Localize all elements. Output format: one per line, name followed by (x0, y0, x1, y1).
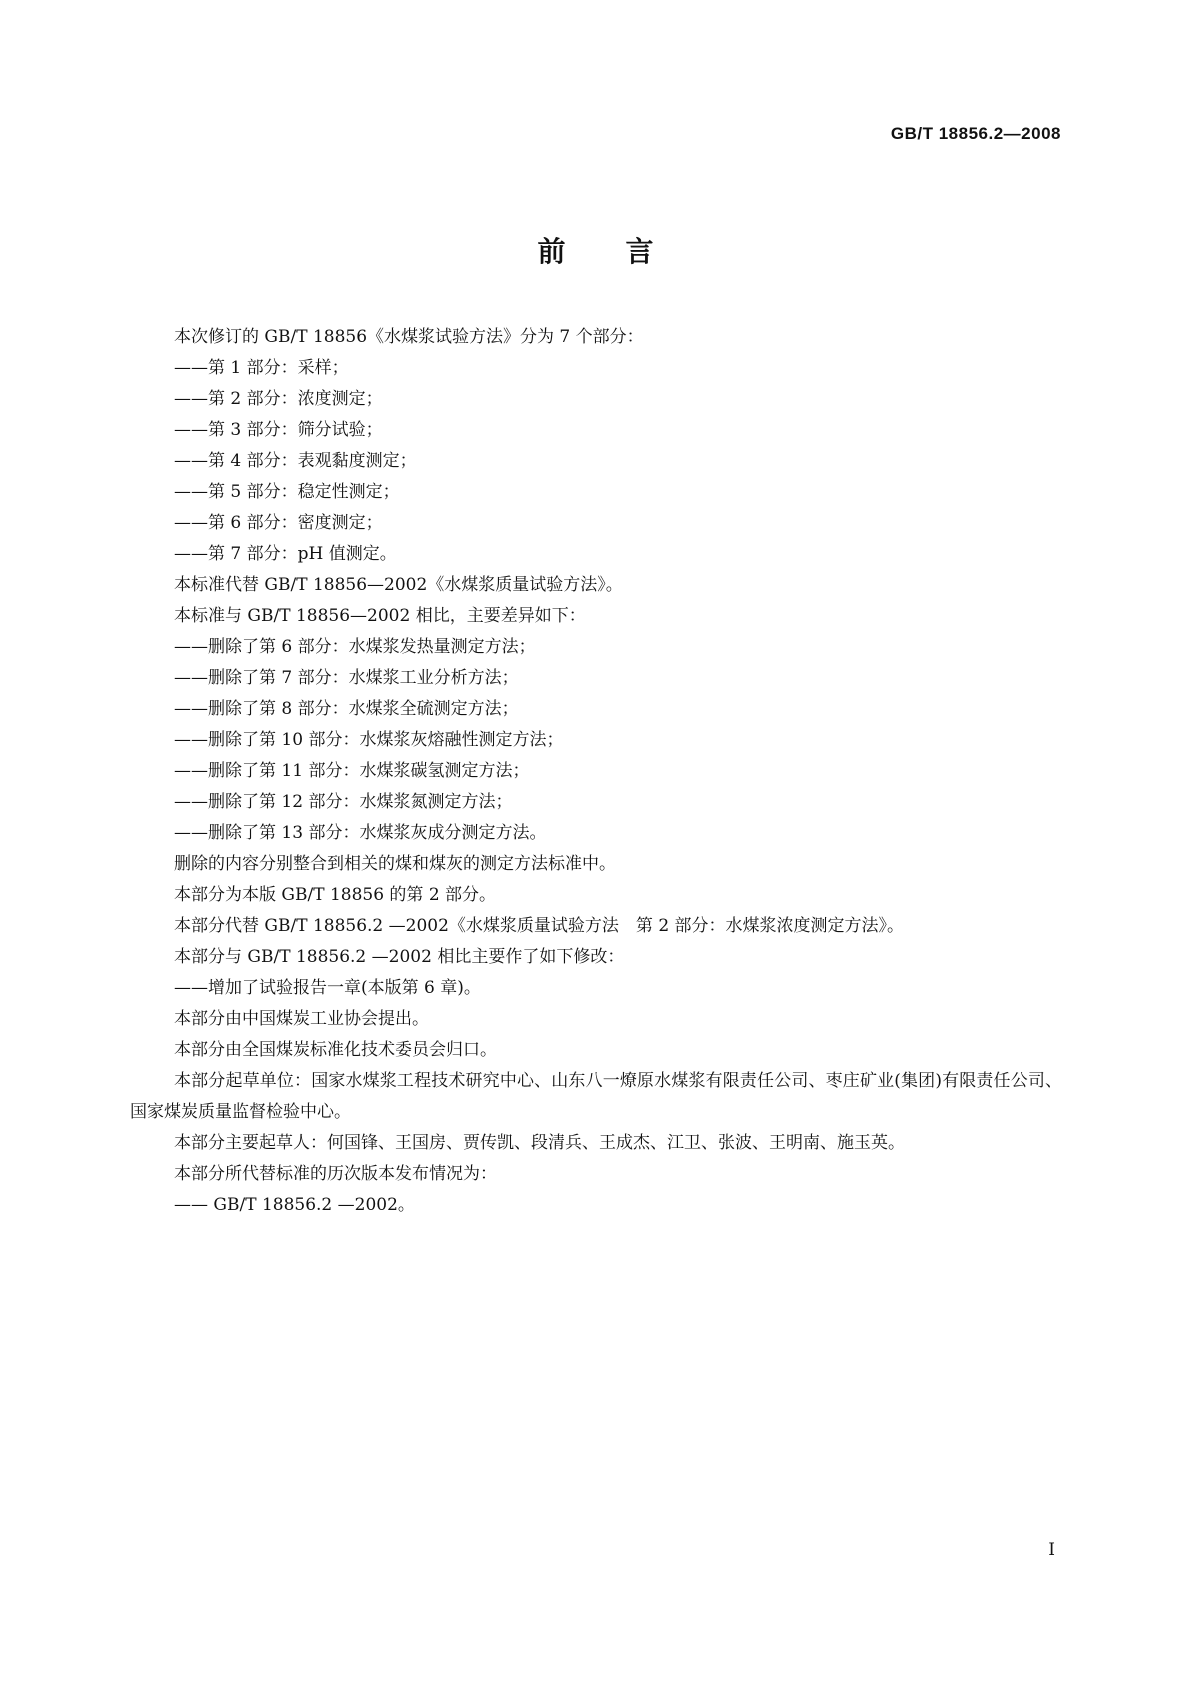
list-item: ——第 4 部分：表观黏度测定； (174, 451, 417, 471)
paragraph: 本次修订的 GB/T 18856《水煤浆试验方法》分为 7 个部分： (174, 327, 644, 347)
list-item: ——删除了第 8 部分：水煤浆全硫测定方法； (174, 699, 519, 719)
page-number: I (1048, 1540, 1055, 1560)
foreword-body (130, 322, 1062, 1221)
list-item: ——第 1 部分：采样； (174, 358, 349, 378)
paragraph: 本标准与 GB/T 18856—2002 相比，主要差异如下： (174, 606, 586, 626)
list-item: ——第 2 部分：浓度测定； (174, 389, 383, 409)
list-item: ——第 5 部分：稳定性测定； (174, 482, 400, 502)
list-item: ——删除了第 13 部分：水煤浆灰成分测定方法。 (174, 823, 547, 843)
paragraph: 本部分为本版 GB/T 18856 的第 2 部分。 (174, 885, 497, 905)
list-item: ——第 7 部分：pH 值测定。 (174, 544, 397, 564)
paragraph: 本部分代替 GB/T 18856.2 —2002《水煤浆质量试验方法 第 2 部分：水煤浆浓度测定方法》。 (174, 916, 905, 936)
paragraph: 本部分由全国煤炭标准化技术委员会归口。 (174, 1040, 497, 1060)
page-title: 前言 (537, 235, 714, 268)
list-item: ——第 6 部分：密度测定； (174, 513, 383, 533)
paragraph: 本部分主要起草人：何国锋、王国房、贾传凯、段清兵、王成杰、江卫、张波、王明南、施玉英。 (174, 1133, 905, 1153)
list-item: ——删除了第 11 部分：水煤浆碳氢测定方法； (174, 761, 530, 781)
standard-code: GB/T 18856.2—2008 (890, 124, 1061, 143)
list-item: ——删除了第 6 部分：水煤浆发热量测定方法； (174, 637, 536, 657)
list-item: —— GB/T 18856.2 —2002。 (174, 1195, 415, 1215)
paragraph: 本部分与 GB/T 18856.2 —2002 相比主要作了如下修改： (174, 947, 625, 967)
list-item: ——第 3 部分：筛分试验； (174, 420, 383, 440)
paragraph: 本部分由中国煤炭工业协会提出。 (174, 1009, 429, 1029)
list-item: ——增加了试验报告一章(本版第 6 章)。 (174, 978, 481, 998)
list-item: ——删除了第 7 部分：水煤浆工业分析方法； (174, 668, 519, 688)
paragraph: 删除的内容分别整合到相关的煤和煤灰的测定方法标准中。 (174, 854, 616, 874)
paragraph: 本部分所代替标准的历次版本发布情况为： (174, 1164, 497, 1184)
paragraph: 本部分起草单位：国家水煤浆工程技术研究中心、山东八一燎原水煤浆有限责任公司、枣庄矿业(集团)有限责任公司、国家煤炭质量监督检验中心。 (130, 1071, 1062, 1122)
list-item: ——删除了第 10 部分：水煤浆灰熔融性测定方法； (174, 730, 564, 750)
list-item: ——删除了第 12 部分：水煤浆氮测定方法； (174, 792, 513, 812)
paragraph: 本标准代替 GB/T 18856—2002《水煤浆质量试验方法》。 (174, 575, 623, 595)
